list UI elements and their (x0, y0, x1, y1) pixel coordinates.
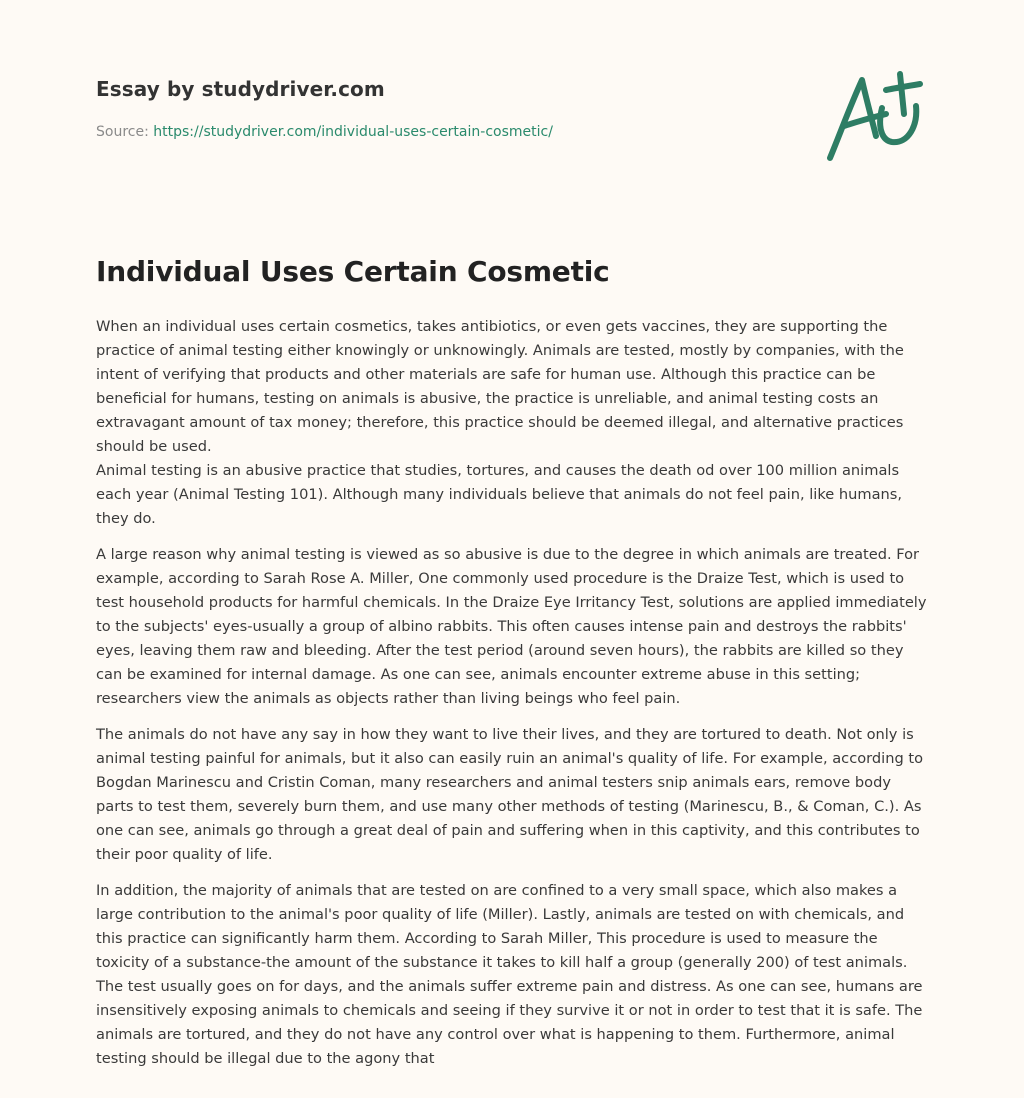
essay-body (96, 315, 932, 1083)
essay-paragraph-3: A large reason why animal testing is viewed as so abusive is due to the degree in which animals are treated. For example, according to Sarah Rose A. Miller, One commonly used procedure is the Draize Test, which is used to test household products for harmful chemicals. In the Draize Eye Irritancy Test, solutions are applied immediately to the subjects' eyes-usually a group of albino rabbits. This often causes intense pain and destroys the rabbits' eyes, leaving them raw and bleeding. After the test period (around seven hours), the rabbits are killed so they can be examined for internal damage. As one can see, animals encounter extreme abuse in this setting; researchers view the animals as objects rather than living beings who feel pain. (96, 546, 927, 707)
essay-title: Individual Uses Certain Cosmetic (96, 255, 610, 288)
site-brand: Essay by studydriver.com (96, 77, 385, 101)
source-label: Source: (96, 124, 149, 140)
essay-paragraph-5: In addition, the majority of animals that are tested on are confined to a very small space, which also makes a large contribution to the animal's poor quality of life (Miller). Lastly, animals are tested on with chemicals, and this practice can significantly harm them. According to Sarah Miller, This procedure is used to measure the toxicity of a substance-the amount of the substance it takes to kill half a group (generally 200) of test animals. The test usually goes on for days, and the animals suffer extreme pain and distress. As one can see, humans are insensitively exposing animals to chemicals and seeing if they survive it or not in order to test that it is safe. The animals are tortured, and they do not have any control over what is happening to them. Furthermore, animal testing should be illegal due to the agony that (96, 882, 923, 1067)
essay-paragraph-2: Animal testing is an abusive practice that studies, tortures, and causes the death od over 100 million animals each year (Animal Testing 101). Although many individuals believe that animals do not feel pain, like humans, they do. (96, 462, 903, 527)
source-link[interactable]: https://studydriver.com/individual-uses-certain-cosmetic/ (153, 124, 553, 140)
source-line (96, 124, 553, 140)
essay-paragraph-1: When an individual uses certain cosmetics, takes antibiotics, or even gets vaccines, they are supporting the practice of animal testing either knowingly or unknowingly. Animals are tested, mostly by companies, with the intent of verifying that products and other materials are safe for human use. Although this practice can be beneficial for humans, testing on animals is abusive, the practice is unreliable, and animal testing costs an extravagant amount of tax money; therefore, this practice should be deemed illegal, and alternative practices should be used. (96, 318, 904, 455)
essay-paragraph-4: The animals do not have any say in how they want to live their lives, and they are tortured to death. Not only is animal testing painful for animals, but it also can easily ruin an animal's quality of life. For example, according to Bogdan Marinescu and Cristin Coman, many researchers and animal testers snip animals ears, remove body parts to test them, severely burn them, and use many other methods of testing (Marinescu, B., & Coman, C.). As one can see, animals go through a great deal of pain and suffering when in this captivity, and this contributes to their poor quality of life. (96, 726, 924, 863)
a-plus-grade-icon (822, 66, 930, 166)
